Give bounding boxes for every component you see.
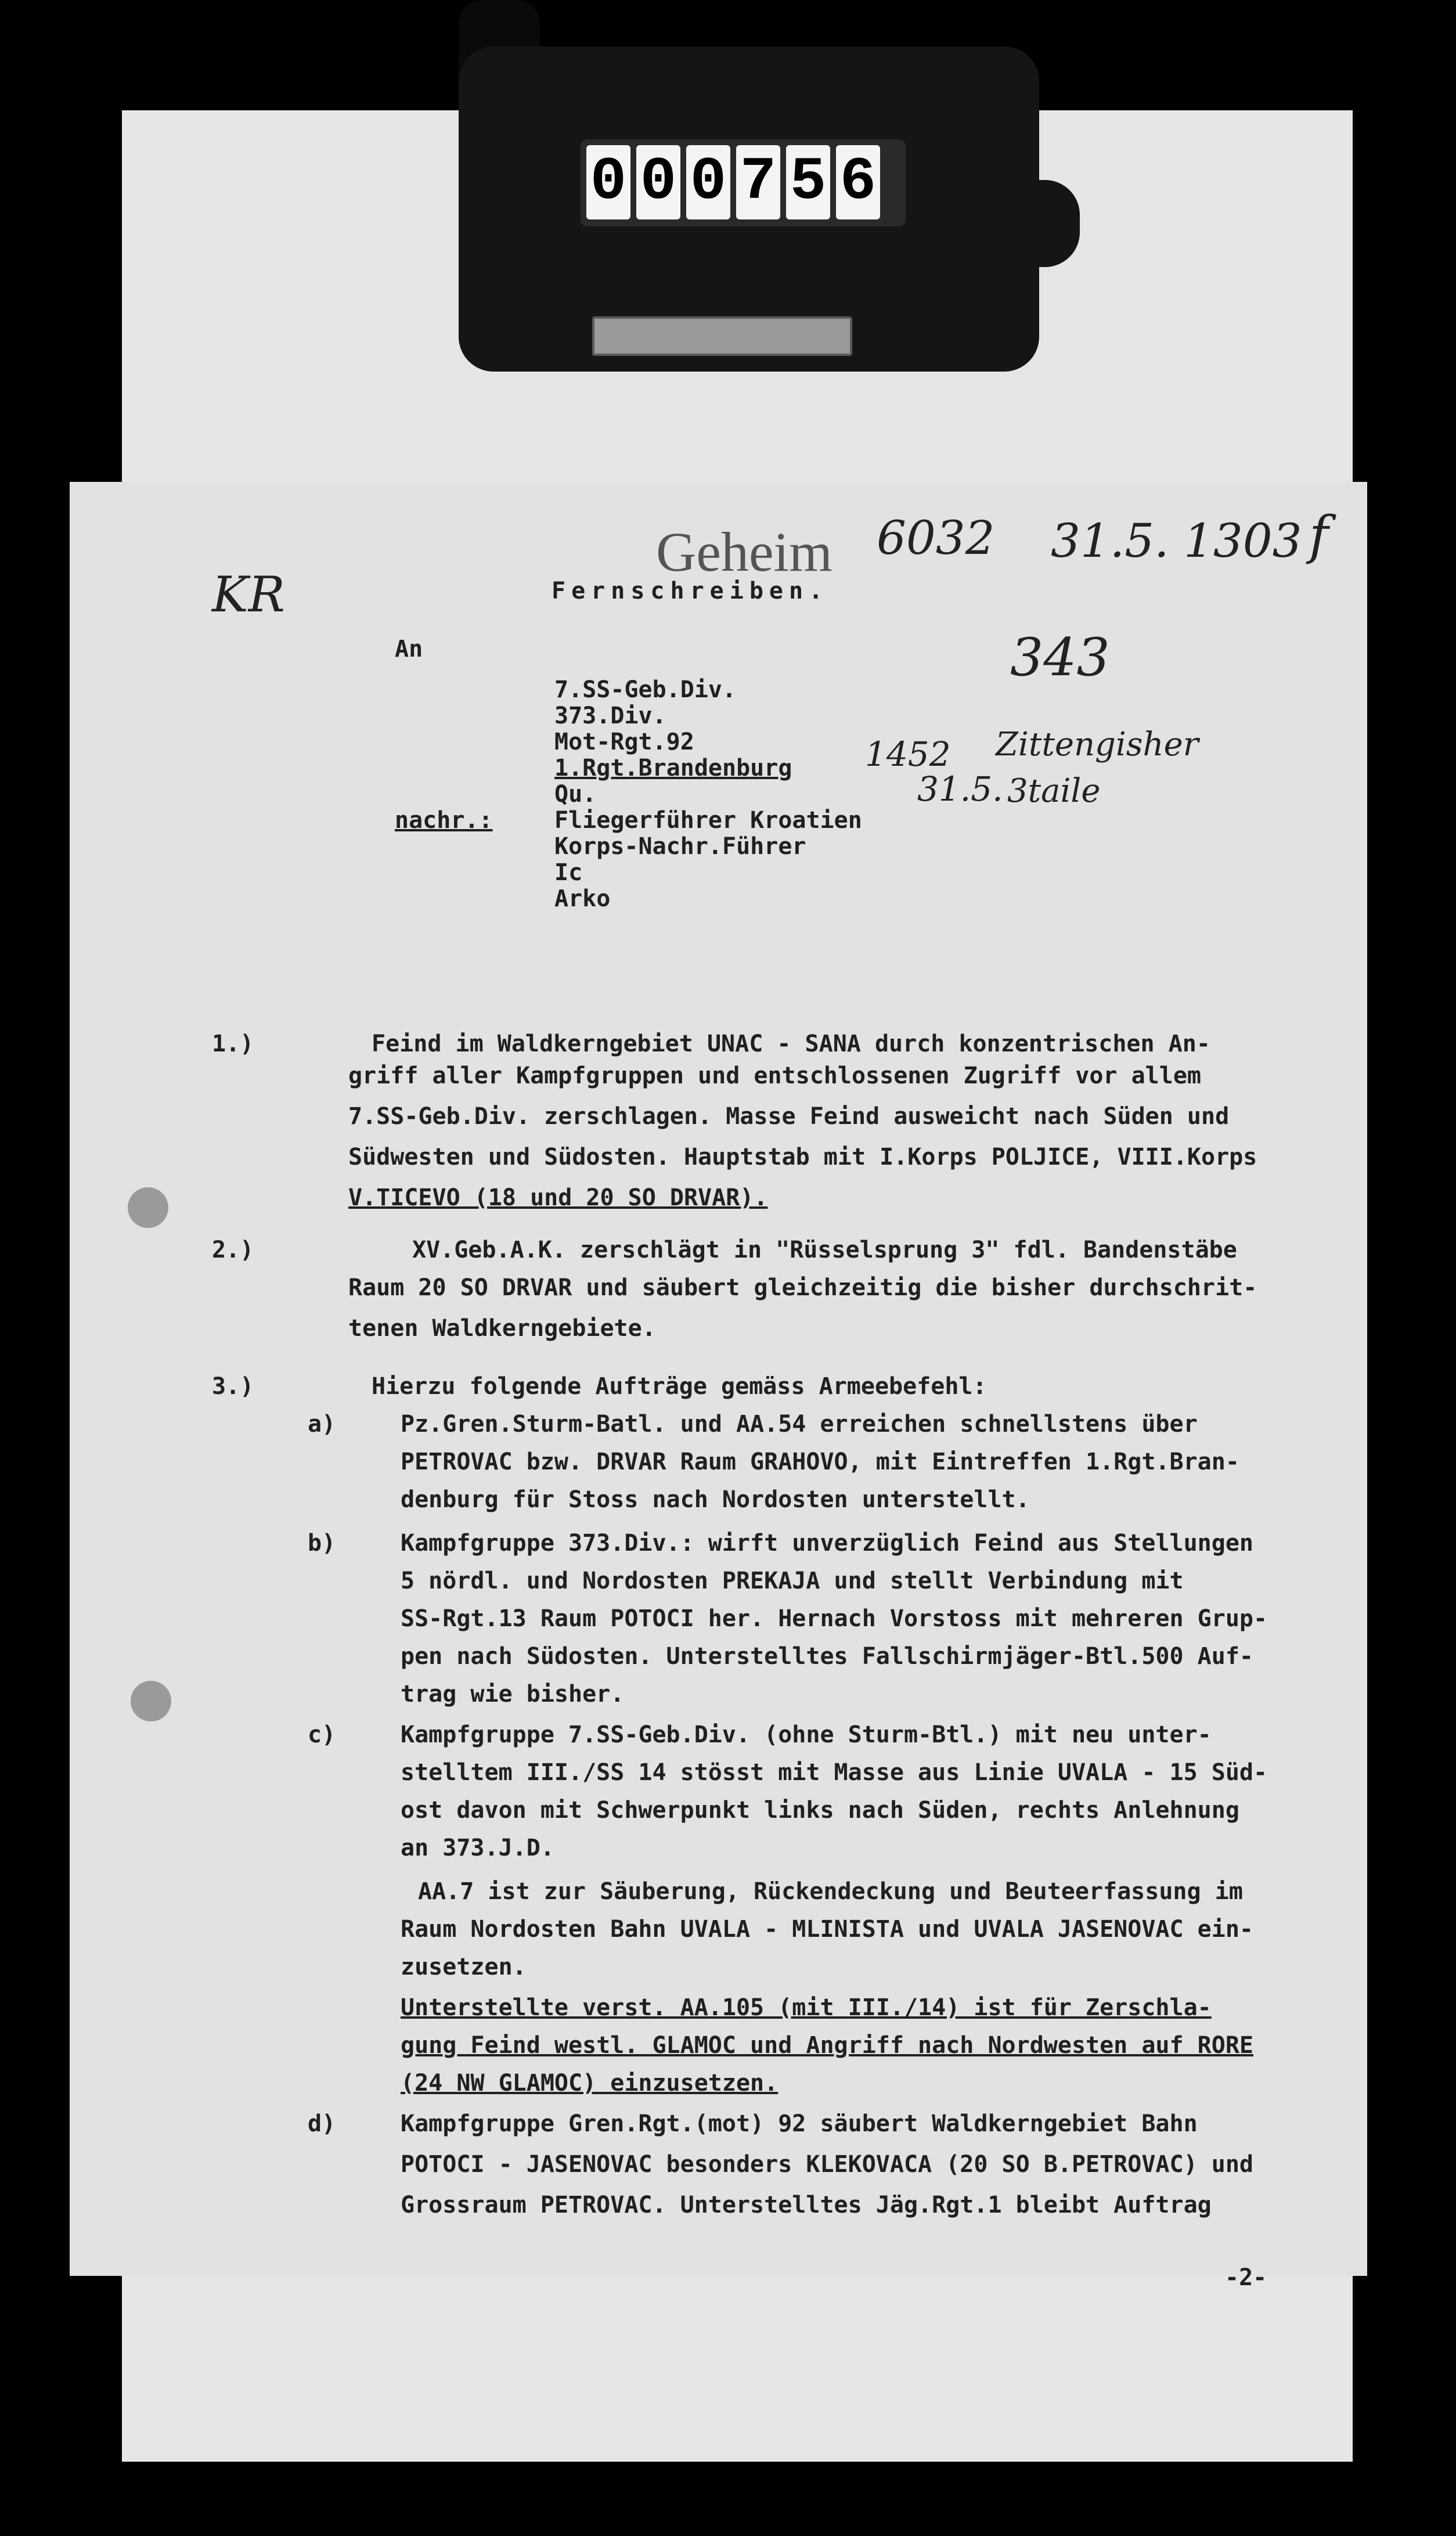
recipient: 7.SS-Geb.Div. [554,676,737,703]
item-line: an 373.J.D. [401,1835,554,1861]
item-line: stelltem III./SS 14 stösst mit Masse aus Linie UVALA - 15 Süd- [401,1759,1268,1786]
item-line: trag wie bisher. [401,1681,625,1708]
item-label: c) [308,1721,336,1748]
counter-digits [586,145,880,219]
paragraph-line: V.TICEVO (18 und 20 SO DRVAR). [348,1184,768,1211]
nachr-recipient: Ic [554,859,583,886]
recipient: 373.Div. [554,703,666,729]
item-line: Kampfgruppe Gren.Rgt.(mot) 92 säubert Waldkerngebiet Bahn [401,2110,1198,2137]
recipient: Qu. [554,781,597,808]
item-line: pen nach Südosten. Unterstelltes Fallschirmjäger-Btl.500 Auf- [401,1643,1254,1670]
punch-hole [128,1187,168,1228]
counter-digit: 0 [586,145,630,219]
paragraph-number: 3.) [212,1373,254,1400]
paragraph-line: Raum 20 SO DRVAR und säubert gleichzeitig die bisher durchschrit- [348,1274,1257,1301]
counter-digit: 6 [836,145,880,219]
item-line: PETROVAC bzw. DRVAR Raum GRAHOVO, mit Eintreffen 1.Rgt.Bran- [401,1449,1239,1475]
punch-hole [131,1681,171,1721]
handwritten-initials: KR [212,566,285,623]
nachr-label: nachr.: [395,807,493,834]
item-label: a) [308,1411,336,1438]
paragraph-line: XV.Geb.A.K. zerschlägt in "Rüsselsprung 3" fdl. Bandenstäbe [412,1237,1237,1263]
item-line: POTOCI - JASENOVAC besonders KLEKOVACA (20 SO B.PETROVAC) und [401,2151,1254,2178]
paragraph-line: Hierzu folgende Aufträge gemäss Armeebefehl: [372,1373,987,1400]
paragraph-line: griff aller Kampfgruppen und entschlossenen Zugriff vor allem [348,1062,1202,1089]
paragraph-number: 2.) [212,1237,254,1263]
item-line: Unterstellte verst. AA.105 (mit III./14) ist für Zerschla- [401,1994,1212,2021]
recipient: Mot-Rgt.92 [554,729,694,755]
nachr-recipient: Arko [554,885,611,912]
item-line: (24 NW GLAMOC) einzusetzen. [401,2070,779,2096]
paragraph-line: tenen Waldkerngebiete. [348,1315,656,1342]
handwritten-side-note: Zittengisher [996,726,1199,763]
handwritten-number: 6032 [877,511,995,565]
item-line: Kampfgruppe 7.SS-Geb.Div. (ohne Sturm-Btl.) mit neu unter- [401,1721,1212,1748]
counter-digit: 0 [636,145,680,219]
handwritten-side-date: 31.5. [917,769,1003,809]
item-line: gung Feind westl. GLAMOC und Angriff nach Nordwesten auf RORE [401,2032,1254,2059]
document-title: Fernschreiben. [552,578,829,604]
item-line: SS-Rgt.13 Raum POTOCI her. Hernach Vorstoss mit mehreren Grup- [401,1605,1268,1632]
item-line: Grossraum PETROVAC. Unterstelltes Jäg.Rgt.1 bleibt Auftrag [401,2192,1212,2218]
counter-plate [592,316,852,356]
handwritten-side-note: 3taile [1007,772,1101,810]
counter-digit: 0 [686,145,730,219]
nachr-recipient: Fliegerführer Kroatien [554,807,862,834]
geheim-stamp: Geheim [656,521,832,583]
item-line: ost davon mit Schwerpunkt links nach Süden, rechts Anlehnung [401,1797,1239,1824]
counter-digit: 5 [786,145,830,219]
handwritten-side-number: 1452 [865,734,951,774]
item-line: Kampfgruppe 373.Div.: wirft unverzüglich Feind aus Stellungen [401,1530,1254,1557]
item-line: denburg für Stoss nach Nordosten unterstellt. [401,1486,1030,1513]
page-number: -2- [1225,2264,1267,2291]
paragraph-line: 7.SS-Geb.Div. zerschlagen. Masse Feind ausweicht nach Süden und [348,1103,1230,1130]
item-line: Pz.Gren.Sturm-Batl. und AA.54 erreichen schnellstens über [401,1411,1198,1438]
recipient: 1.Rgt.Brandenburg [554,755,792,781]
item-label: b) [308,1530,336,1557]
handwritten-date: 31.5. 1303 [1051,514,1302,568]
item-line: zusetzen. [401,1954,527,1980]
paragraph-number: 1.) [212,1031,254,1057]
paragraph-line: Südwesten und Südosten. Hauptstab mit I.Korps POLJICE, VIII.Korps [348,1144,1257,1170]
item-line: AA.7 ist zur Säuberung, Rückendeckung und Beuteerfassung im [418,1878,1243,1905]
handwritten-mark: f [1309,505,1329,566]
item-line: 5 nördl. und Nordosten PREKAJA und stellt Verbindung mit [401,1568,1184,1594]
item-label: d) [308,2110,336,2137]
counter-digit: 7 [736,145,780,219]
item-line: Raum Nordosten Bahn UVALA - MLINISTA und UVALA JASENOVAC ein- [401,1916,1254,1943]
nachr-recipient: Korps-Nachr.Führer [554,833,806,860]
an-label: An [395,636,423,662]
paragraph-line: Feind im Waldkerngebiet UNAC - SANA durch konzentrischen An- [372,1031,1210,1057]
counter-knob [975,180,1080,267]
handwritten-doc-number: 343 [1010,627,1110,688]
